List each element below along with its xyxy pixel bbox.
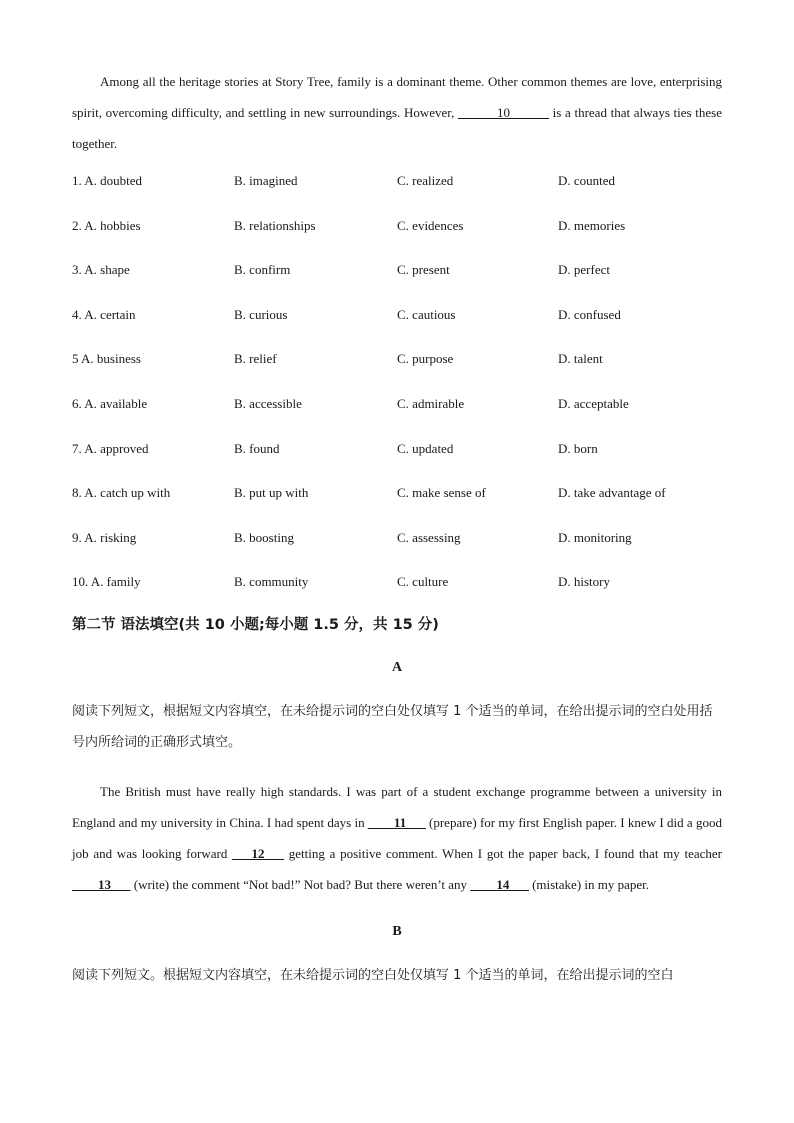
options-table: [72, 172, 722, 618]
option-b: B. found: [234, 440, 280, 456]
blank-11: ____11___: [367, 814, 426, 830]
passage-text: The British must have really high standards. I was part of a student exchange programme between a university in England and my university in China. I had spent days in: [72, 783, 722, 830]
option-c: C. cautious: [397, 306, 456, 322]
passage-text: (prepare) for my first English paper. I knew I did a good job and was looking forward: [72, 814, 722, 861]
option-row: [72, 440, 722, 485]
option-a: 3. A. shape: [72, 262, 130, 278]
option-c: C. admirable: [397, 395, 465, 411]
option-row: [72, 217, 722, 262]
option-d: D. perfect: [558, 262, 610, 278]
blank-10: ______10______: [458, 105, 549, 120]
option-c: C. realized: [397, 173, 454, 188]
passage-paragraph: [72, 66, 722, 159]
passage-text: getting a positive comment. When I got the paper back, I found that my teacher: [284, 845, 722, 861]
option-d: D. counted: [558, 173, 616, 188]
blank-12: ___12___: [232, 845, 285, 861]
option-c: C. make sense of: [397, 485, 486, 501]
option-b: B. put up with: [234, 485, 309, 501]
option-b: B. relationships: [234, 217, 316, 233]
option-a: 1. A. doubted: [72, 173, 143, 188]
option-b: B. confirm: [234, 262, 291, 278]
option-b: B. imagined: [234, 173, 298, 188]
option-a: 7. A. approved: [72, 440, 149, 456]
part-a-heading: A: [391, 659, 403, 675]
option-a: 6. A. available: [72, 395, 148, 411]
option-a: 4. A. certain: [72, 306, 136, 322]
passage-text: (write) the comment “Not bad!” Not bad? But there weren’t any: [130, 876, 471, 892]
option-b: B. relief: [234, 351, 277, 367]
option-b: B. curious: [234, 306, 288, 322]
option-d: D. history: [558, 574, 610, 590]
exam-page: [72, 66, 722, 991]
blank-14: ____14___: [470, 876, 529, 892]
option-a: 10. A. family: [72, 574, 141, 590]
option-c: C. updated: [397, 440, 454, 456]
option-a: 2. A. hobbies: [72, 217, 141, 233]
option-row: [72, 529, 722, 574]
option-row: [72, 172, 722, 217]
option-b: B. community: [234, 574, 309, 590]
passage-text: (mistake) in my paper.: [528, 876, 650, 892]
option-a: 5 A. business: [72, 351, 141, 367]
passage-text-end: is a thread that always ties these together.: [72, 105, 722, 151]
option-c: C. evidences: [397, 217, 464, 233]
option-c: C. culture: [397, 574, 449, 590]
passage-text: Among all the heritage stories at Story Tree, family is a dominant theme. Other common themes are love, enterprising spirit, overcoming difficulty, and settling in new surroundings. However,: [72, 74, 722, 120]
part-a-instruction: 阅读下列短文，根据短文内容填空，在未给提示词的空白处仅填写 1 个适当的单词，在给出提示词的空白处用括号内所给词的正确形式填空。: [72, 703, 713, 750]
option-c: C. assessing: [397, 529, 461, 545]
option-row: [72, 484, 722, 529]
option-d: D. talent: [558, 351, 603, 367]
option-row: [72, 395, 722, 440]
option-d: D. monitoring: [558, 529, 632, 545]
option-c: C. present: [397, 262, 450, 278]
option-d: D. born: [558, 440, 598, 456]
blank-13: ____13___: [72, 876, 131, 892]
part-b-instruction: 阅读下列短文。根据短文内容填空，在未给提示词的空白处仅填写 1 个适当的单词，在给出提示词的空白: [72, 967, 674, 983]
section-title: 第二节 语法填空(共 10 小题;每小题 1.5 分，共 15 分): [72, 616, 439, 633]
option-b: B. accessible: [234, 395, 302, 411]
option-a: 8. A. catch up with: [72, 485, 171, 501]
option-d: D. take advantage of: [558, 485, 666, 501]
option-row: [72, 306, 722, 351]
option-d: D. memories: [558, 217, 626, 233]
option-row: [72, 350, 722, 395]
option-a: 9. A. risking: [72, 529, 137, 545]
option-row: [72, 573, 722, 618]
option-c: C. purpose: [397, 351, 454, 367]
part-b-heading: B: [392, 923, 402, 939]
part-a-passage: [72, 776, 722, 900]
option-row: [72, 261, 722, 306]
option-d: D. acceptable: [558, 395, 629, 411]
option-b: B. boosting: [234, 529, 294, 545]
option-d: D. confused: [558, 306, 621, 322]
